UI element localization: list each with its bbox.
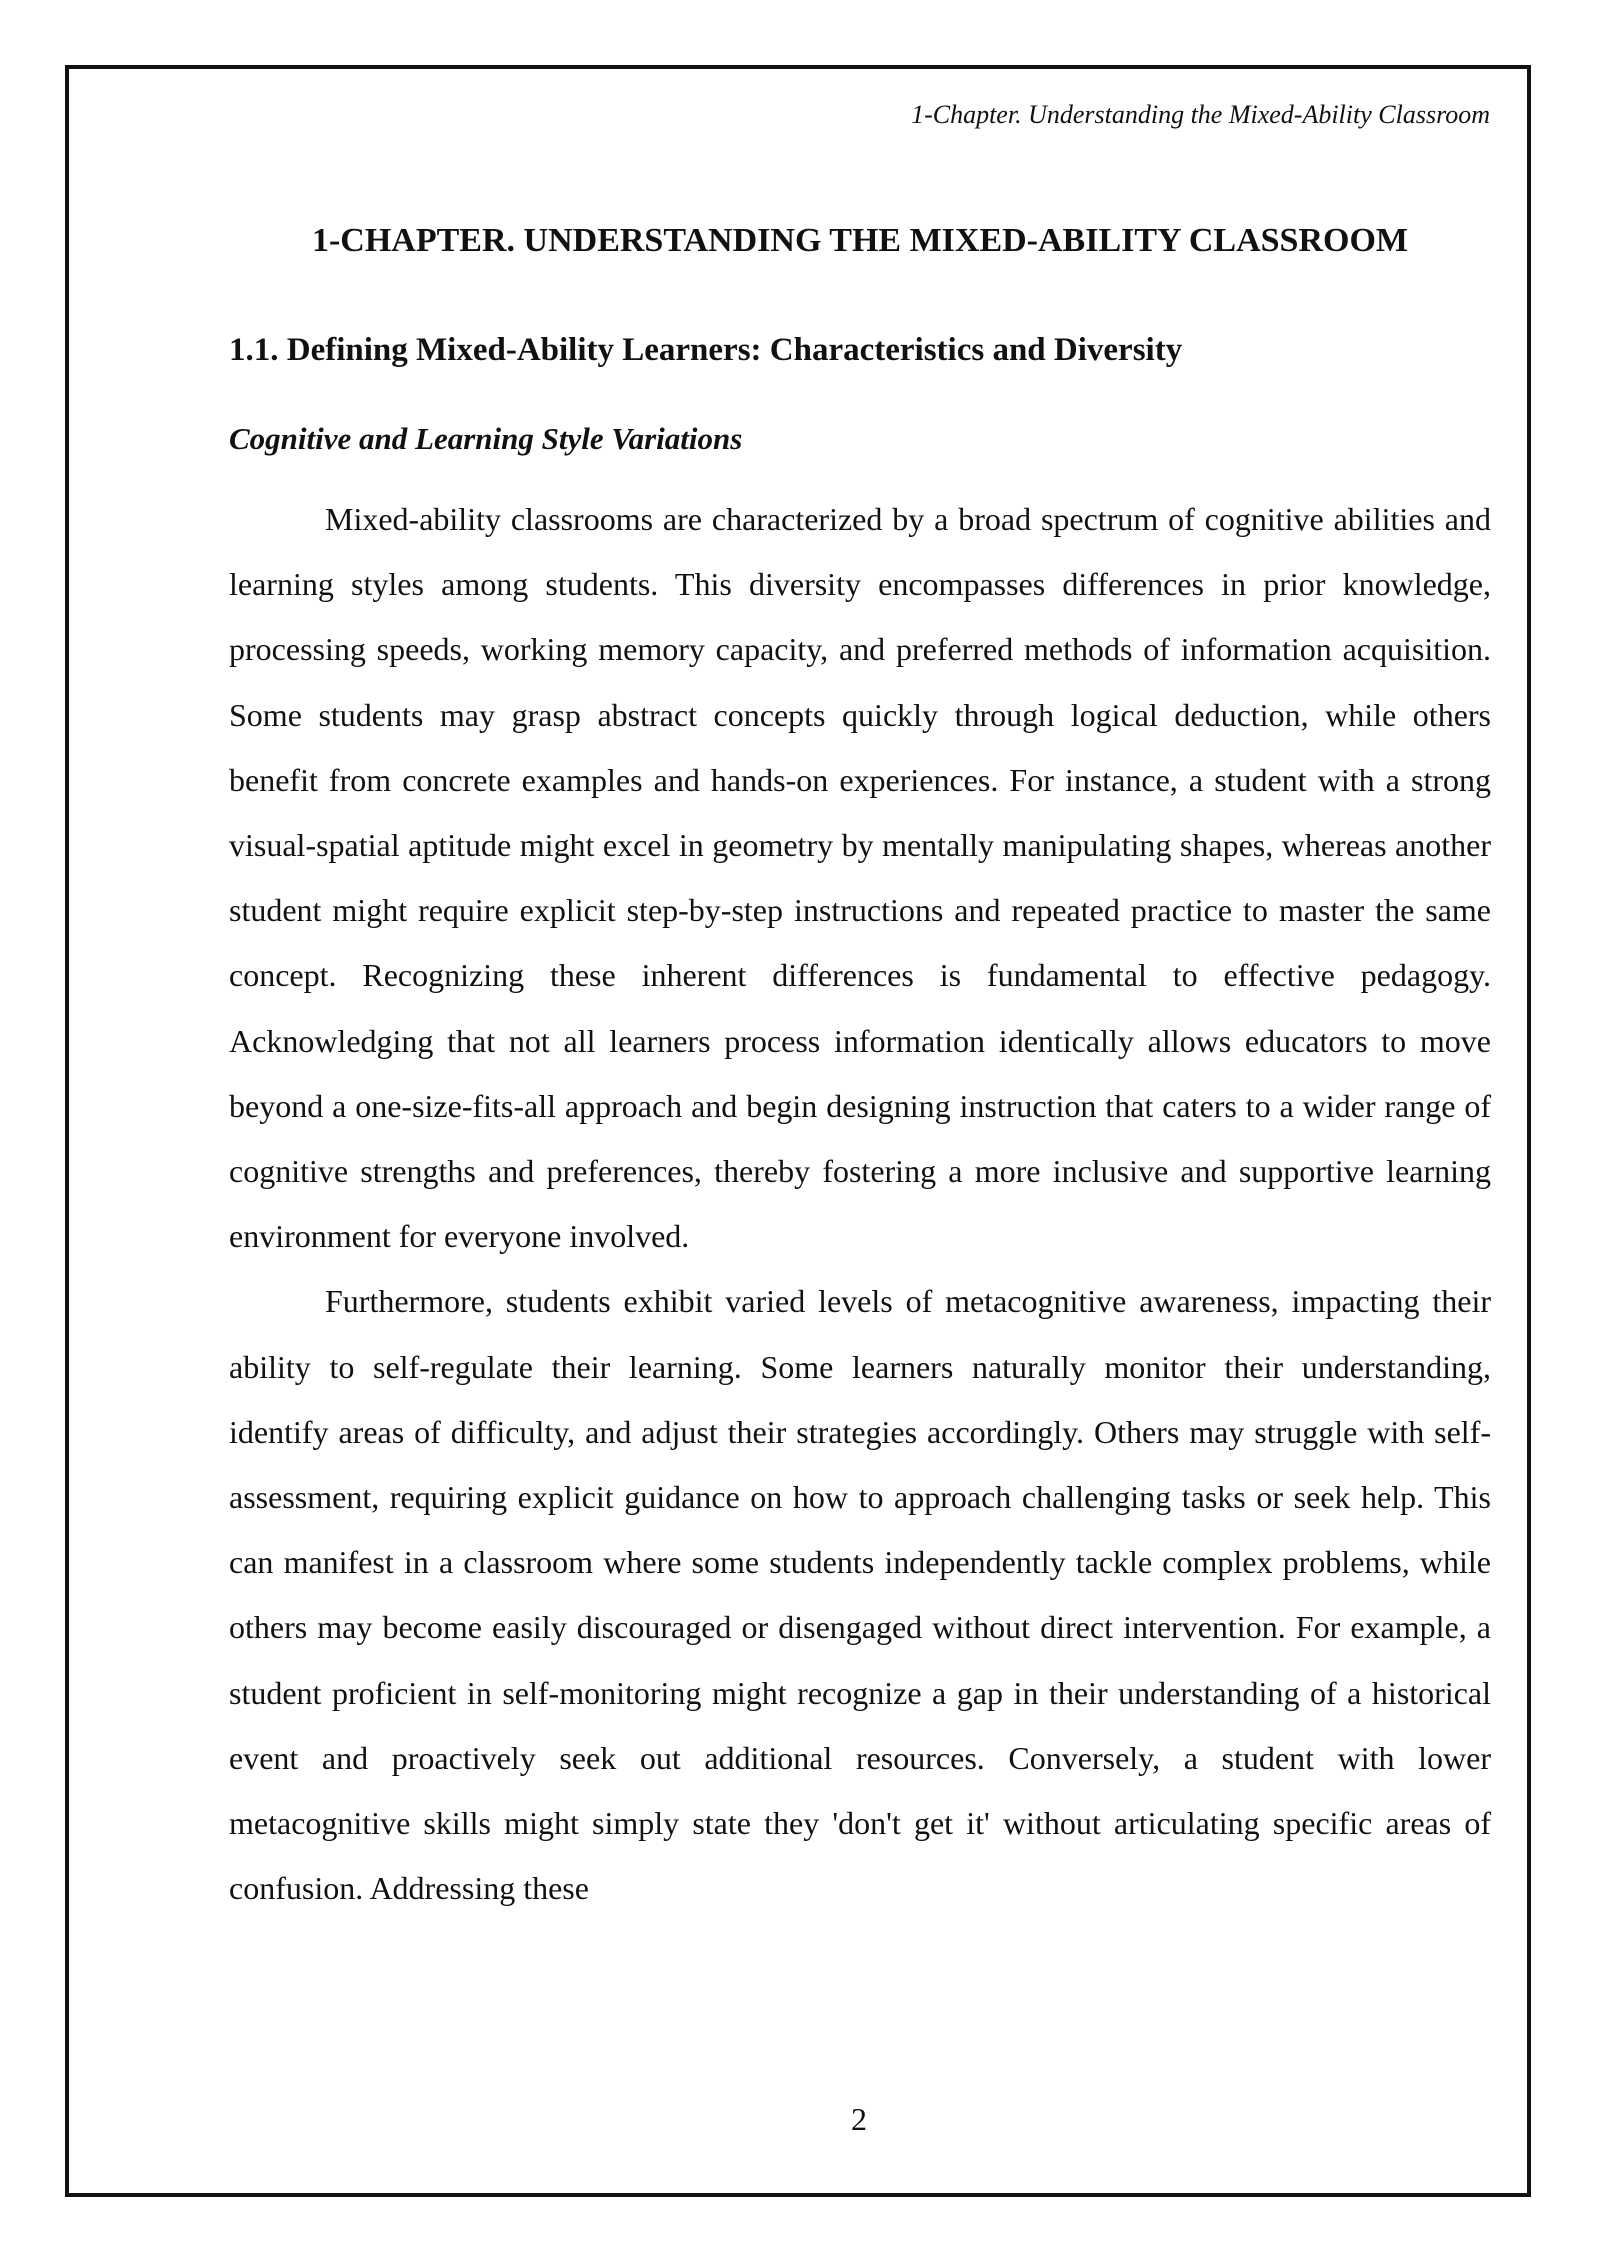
subsection-title: Cognitive and Learning Style Variations — [229, 421, 743, 456]
running-header: 1-Chapter. Understanding the Mixed-Ability Classroom — [911, 100, 1490, 129]
body-text — [229, 487, 1491, 1921]
page-number: 2 — [851, 2101, 867, 2137]
paragraph: Furthermore, students exhibit varied levels of metacognitive awareness, impacting their ability to self-regulate their learning. Some learners naturally monitor their understanding, identify areas of difficulty, and adjust their strategies accordingly. Others may struggle with self-assessment, requiring explicit guidance on how to approach challenging tasks or seek help. This can manifest in a classroom where some students independently tackle complex problems, while others may become easily discouraged or disengaged without direct intervention. For example, a student proficient in self-monitoring might recognize a gap in their understanding of a historical event and proactively seek out additional resources. Conversely, a student with lower metacognitive skills might simply state they 'don't get it' without articulating specific areas of confusion. Addressing these — [229, 1283, 1491, 1907]
chapter-title: 1-CHAPTER. UNDERSTANDING THE MIXED-ABILITY CLASSROOM — [311, 222, 1408, 259]
paragraph: Mixed-ability classrooms are characterized by a broad spectrum of cognitive abilities and learning styles among students. This diversity encompasses differences in prior knowledge, processing speeds, working memory capacity, and preferred methods of information acquisition. Some students may grasp abstract concepts quickly through logical deduction, while others benefit from concrete examples and hands-on experiences. For instance, a student with a strong visual-spatial aptitude might excel in geometry by mentally manipulating shapes, whereas another student might require explicit step-by-step instructions and repeated practice to master the same concept. Recognizing these inherent differences is fundamental to effective pedagogy. Acknowledging that not all learners process information identically allows educators to move beyond a one-size-fits-all approach and begin designing instruction that caters to a wider range of cognitive strengths and preferences, thereby fostering a more inclusive and supportive learning environment for everyone involved. — [229, 501, 1491, 1255]
section-title: 1.1. Defining Mixed-Ability Learners: Characteristics and Diversity — [229, 332, 1183, 368]
